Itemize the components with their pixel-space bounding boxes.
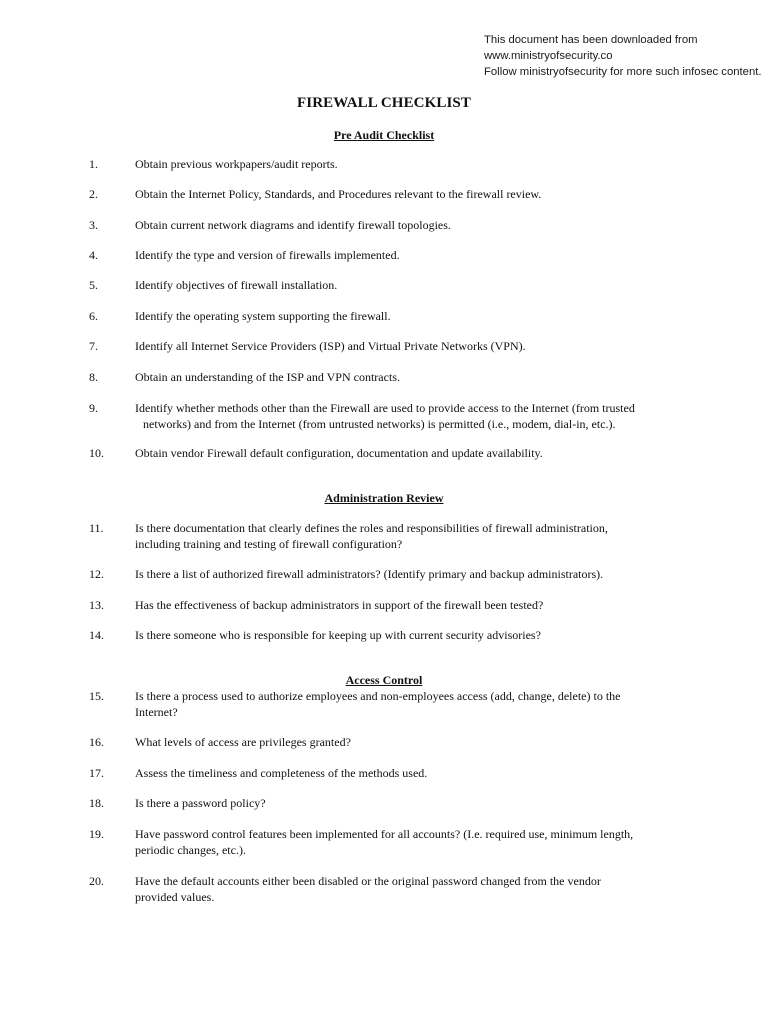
item-text	[135, 277, 655, 293]
item-number: 4.	[89, 248, 98, 262]
section-heading-access-control: Access Control	[345, 673, 423, 687]
item-text	[135, 520, 655, 552]
item-number: 10.	[89, 446, 104, 460]
notice-line-2: www.ministryofsecurity.co	[484, 50, 613, 62]
item-text	[135, 338, 655, 354]
item-text-line: Obtain current network diagrams and identify firewall topologies.	[135, 218, 451, 232]
item-text-line: networks) and from the Internet (from untrusted networks) is permitted (i.e., modem, dial-in, etc.).	[143, 417, 616, 431]
item-text-line: Obtain vendor Firewall default configuration, documentation and update availability.	[135, 446, 543, 460]
item-text	[135, 765, 655, 781]
item-text-line: Have password control features been implemented for all accounts? (I.e. required use, minimum length,	[135, 827, 634, 841]
item-number: 1.	[89, 157, 98, 171]
item-text	[135, 445, 655, 461]
item-text-line: Obtain an understanding of the ISP and VPN contracts.	[135, 370, 400, 384]
item-text	[135, 734, 655, 750]
item-text	[135, 186, 655, 202]
item-text-line: Is there a process used to authorize employees and non-employees access (add, change, delete) to the	[135, 689, 621, 703]
item-text	[135, 247, 655, 263]
item-text-line: Identify whether methods other than the Firewall are used to provide access to the Internet (from trusted	[135, 401, 635, 415]
item-number: 3.	[89, 218, 98, 232]
item-number: 6.	[89, 309, 98, 323]
item-text-line: Assess the timeliness and completeness of the methods used.	[135, 766, 428, 780]
notice-line-3: Follow ministryofsecurity for more such infosec content.	[484, 66, 762, 78]
item-text	[135, 156, 655, 172]
item-text-line: Has the effectiveness of backup administrators in support of the firewall been tested?	[135, 598, 544, 612]
document-title: FIREWALL CHECKLIST	[297, 95, 471, 111]
item-number: 9.	[89, 401, 98, 415]
item-number: 17.	[89, 766, 104, 780]
item-text-line: Is there a password policy?	[135, 796, 266, 810]
item-number: 7.	[89, 339, 98, 353]
section-heading-pre-audit: Pre Audit Checklist	[333, 128, 435, 142]
item-text-line: Identify all Internet Service Providers (ISP) and Virtual Private Networks (VPN).	[135, 339, 526, 353]
item-text-line: Identify the type and version of firewalls implemented.	[135, 248, 400, 262]
item-number: 18.	[89, 796, 104, 810]
item-text-line: Obtain previous workpapers/audit reports.	[135, 157, 338, 171]
item-text-line: Have the default accounts either been disabled or the original password changed from the vendor	[135, 874, 601, 888]
download-notice	[484, 32, 762, 80]
item-text	[135, 217, 655, 233]
item-number: 19.	[89, 827, 104, 841]
item-text	[135, 369, 655, 385]
item-number: 12.	[89, 567, 104, 581]
item-text	[135, 597, 655, 613]
notice-line-1: This document has been downloaded from	[484, 34, 698, 46]
item-text-line: Identify objectives of firewall installation.	[135, 278, 338, 292]
item-text	[135, 308, 655, 324]
item-text	[135, 400, 655, 432]
item-number: 8.	[89, 370, 98, 384]
item-text-line: including training and testing of firewall configuration?	[135, 537, 403, 551]
item-number: 14.	[89, 628, 104, 642]
item-text-line: Identify the operating system supporting the firewall.	[135, 309, 391, 323]
item-number: 20.	[89, 874, 104, 888]
item-number: 5.	[89, 278, 98, 292]
item-text-line: Is there someone who is responsible for keeping up with current security advisories?	[135, 628, 541, 642]
item-number: 16.	[89, 735, 104, 749]
item-text	[135, 795, 655, 811]
item-number: 15.	[89, 689, 104, 703]
item-text	[135, 688, 655, 720]
item-number: 13.	[89, 598, 104, 612]
item-text-line: Internet?	[135, 705, 178, 719]
item-number: 2.	[89, 187, 98, 201]
section-heading-administration-review: Administration Review	[324, 491, 444, 505]
item-text	[135, 826, 655, 858]
item-text	[135, 873, 655, 905]
item-text-line: Obtain the Internet Policy, Standards, and Procedures relevant to the firewall review.	[135, 187, 542, 201]
item-text	[135, 627, 655, 643]
item-text-line: provided values.	[135, 890, 215, 904]
item-text	[135, 566, 655, 582]
item-text-line: Is there a list of authorized firewall administrators? (Identify primary and backup administrators).	[135, 567, 604, 581]
item-text-line: What levels of access are privileges granted?	[135, 735, 351, 749]
item-text-line: Is there documentation that clearly defines the roles and responsibilities of firewall administration,	[135, 521, 608, 535]
item-text-line: periodic changes, etc.).	[135, 843, 246, 857]
item-number: 11.	[89, 521, 104, 535]
